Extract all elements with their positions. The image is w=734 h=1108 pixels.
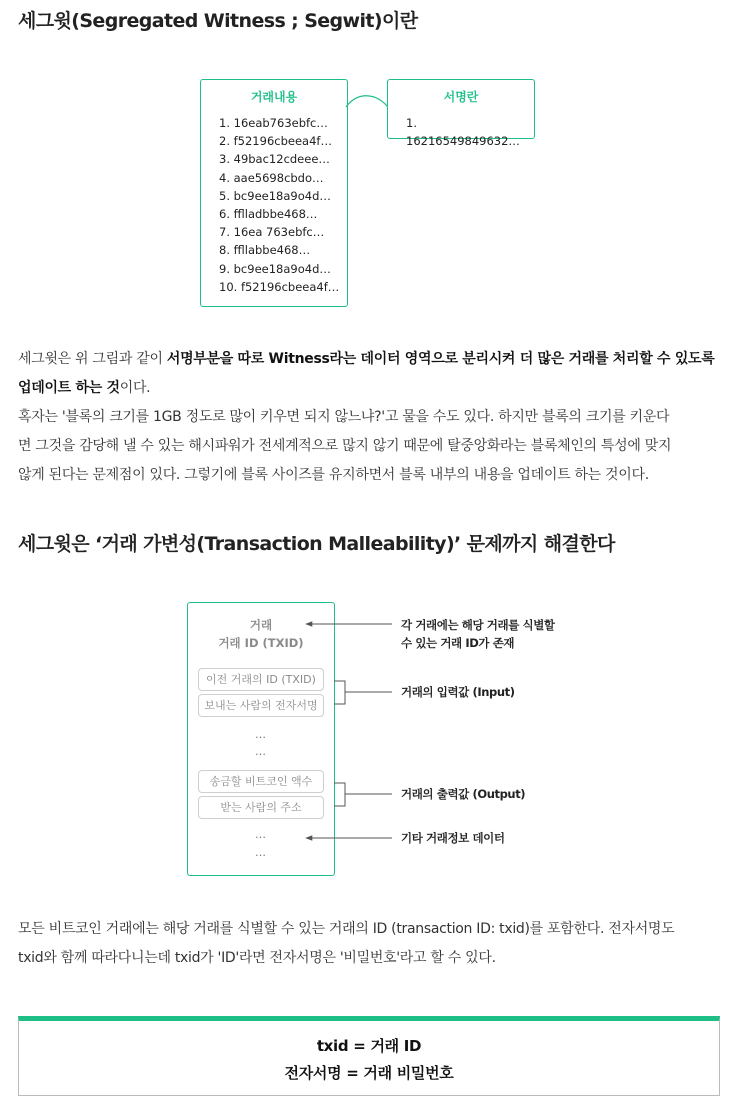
- ellipsis: …: [255, 828, 267, 841]
- note-txid-line: 수 있는 거래 ID가 존재: [401, 636, 515, 650]
- explanation-text: 모든 비트코인 거래에는 해당 거래를 식별할 수 있는 거래의 ID (transaction ID: txid)를 포함한다. 전자서명도: [18, 921, 675, 937]
- section-heading-segwit: 세그윗(Segregated Witness ; Segwit)이란: [18, 10, 418, 32]
- summary-line-signature: 전자서명 = 거래 비밀번호: [284, 1064, 454, 1082]
- transaction-item: 1. 16eab763ebfc…: [219, 116, 328, 130]
- input-row-prev-txid: 이전 거래의 ID (TXID): [198, 668, 324, 691]
- explanation-emphasis: 업데이트 하는 것: [18, 380, 120, 396]
- explanation-text: 않게 된다는 문제점이 있다. 그렇기에 블록 사이즈를 유지하면서 블록 내부의 내용을 업데이트 하는 것이다.: [18, 467, 649, 483]
- note-other: 기타 거래정보 데이터: [401, 831, 505, 845]
- note-output: 거래의 출력값 (Output): [401, 787, 526, 801]
- ellipsis: …: [255, 846, 267, 859]
- signature-box-title: 서명란: [443, 90, 479, 104]
- connector-curve: [345, 90, 389, 120]
- txid-explanation: [18, 915, 718, 973]
- signature-list: [406, 114, 534, 150]
- output-row-address: 받는 사람의 주소: [198, 796, 324, 819]
- transaction-box-title: 거래내용: [250, 90, 298, 104]
- ellipsis: …: [255, 745, 267, 758]
- transaction-item: 6. fflladbbe468…: [219, 207, 318, 222]
- output-row-amount: 송금할 비트코인 액수: [198, 770, 324, 793]
- transaction-title: 거래: [249, 618, 273, 632]
- transaction-list: [219, 114, 347, 296]
- signature-item: 1. 16216549849632…: [406, 116, 520, 149]
- explanation-text: 세그윗은 위 그림과 같이: [18, 351, 167, 367]
- note-txid-line: 각 거래에는 해당 거래를 식별할: [401, 618, 555, 632]
- explanation-text: 면 그것을 감당해 낼 수 있는 해시파워가 전세계적으로 많지 않기 때문에 탈중앙화라는 블록체인의 특성에 맞지: [18, 438, 672, 454]
- transaction-item: 3. 49bac12cdeee…: [219, 152, 330, 167]
- transaction-box: [200, 79, 348, 307]
- section-heading-malleability: 세그윗은 ‘거래 가변성(Transaction Malleability)’ 문제까지 해결한다: [18, 533, 615, 555]
- transaction-item: 2. f52196cbeea4f…: [219, 134, 332, 149]
- transaction-item: 5. bc9ee18a9o4d…: [219, 188, 331, 203]
- ellipsis: …: [255, 728, 267, 741]
- transaction-item: 7. 16ea 763ebfc…: [219, 225, 325, 240]
- explanation-text: 이다.: [119, 380, 151, 396]
- txid-label: 거래 ID (TXID): [218, 636, 304, 650]
- input-row-signature: 보내는 사람의 전자서명: [198, 694, 324, 717]
- explanation-text: 혹자는 '블록의 크기를 1GB 정도로 많이 키우면 되지 않느냐?'고 물을 수도 있다. 하지만 블록의 크기를 키운다: [18, 409, 670, 425]
- explanation-text: txid와 함께 따라다니는데 txid가 'ID'라면 전자서명은 '비밀번호'라고 할 수 있다.: [18, 950, 496, 966]
- transaction-item: 9. bc9ee18a9o4d…: [219, 261, 331, 276]
- transaction-item: 10. f52196cbeea4f…: [219, 279, 340, 294]
- transaction-item: 4. aae5698cbdo…: [219, 170, 324, 185]
- annotation-arrows: [300, 600, 400, 860]
- note-input: 거래의 입력값 (Input): [401, 685, 515, 699]
- explanation-emphasis: 서명부분을 따로 Witness라는 데이터 영역으로 분리시켜 더 많은 거래를 처리할 수 있도록: [166, 351, 715, 367]
- segwit-explanation: [18, 345, 718, 490]
- note-txid: [401, 616, 555, 652]
- summary-line-txid: txid = 거래 ID: [316, 1037, 422, 1055]
- transaction-item: 8. ffllabbe468…: [219, 243, 311, 258]
- signature-box: [387, 79, 535, 149]
- summary-box: [18, 1016, 720, 1096]
